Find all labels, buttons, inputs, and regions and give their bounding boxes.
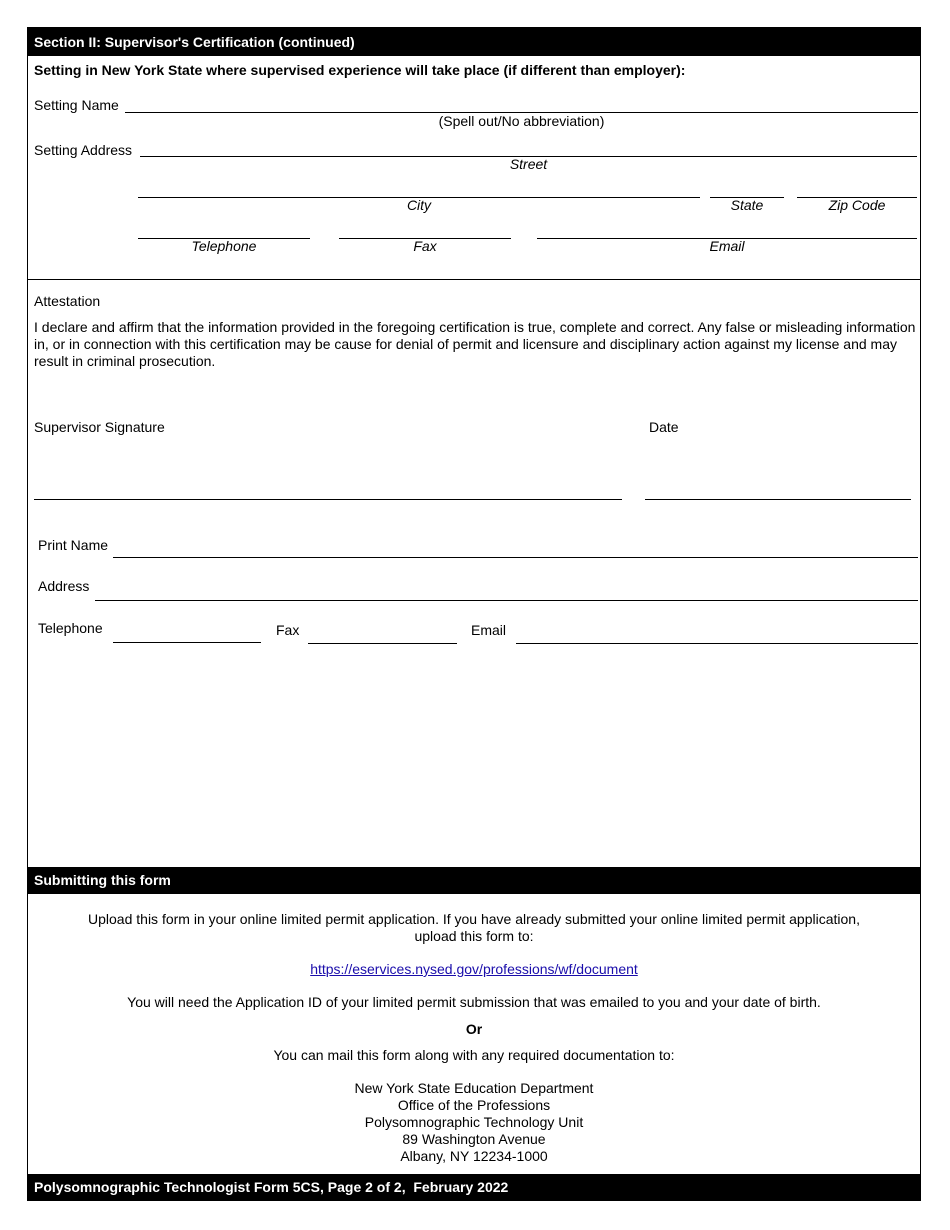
date-label: Date <box>649 419 679 435</box>
setting-name-label: Setting Name <box>34 97 119 113</box>
address-line: New York State Education Department <box>354 1080 594 1096</box>
fax-caption: Fax <box>413 238 437 254</box>
submitting-header <box>28 867 920 894</box>
submitting-header-text: Submitting this form <box>34 872 171 888</box>
state-caption: State <box>730 197 764 213</box>
telephone-caption: Telephone <box>191 238 257 254</box>
or-text: Or <box>465 1021 483 1037</box>
attestation-text: I declare and affirm that the information provided in the foregoing certification is true, complete and correct. Any false or misleading information in, or in connection with this certification may be cause for denial of permit and licensure and disciplinary action against my license and may result in criminal prosecution. <box>34 319 916 369</box>
email-label: Email <box>471 622 507 638</box>
telephone-field[interactable] <box>113 642 261 643</box>
footer-text: Polysomnographic Technologist Form 5CS, Page 2 of 2, February 2022 <box>34 1179 509 1195</box>
attestation-title: Attestation <box>34 293 101 309</box>
mail-instructions: You can mail this form along with any required documentation to: <box>273 1047 675 1063</box>
print-name-label: Print Name <box>38 537 109 553</box>
address-line: Office of the Professions <box>397 1097 551 1113</box>
section-header-text: Section II: Supervisor's Certification (continued) <box>34 34 355 50</box>
address-field[interactable] <box>95 600 918 601</box>
setting-address-label: Setting Address <box>34 142 133 158</box>
setting-heading: Setting in New York State where supervised experience will take place (if different than employer): <box>34 62 686 78</box>
fax-label: Fax <box>276 622 300 638</box>
street-caption: Street <box>509 156 548 172</box>
supervisor-signature-label: Supervisor Signature <box>34 419 165 435</box>
application-id-text: You will need the Application ID of your limited permit submission that was emailed to you and your date of birth. <box>127 994 821 1010</box>
address-line: Polysomnographic Technology Unit <box>364 1114 584 1130</box>
upload-instructions: Upload this form in your online limited permit application. If you have already submitted your online limited permit application, upload this form to: <box>88 911 860 944</box>
zip-caption: Zip Code <box>828 197 886 213</box>
section-header <box>28 28 920 56</box>
upload-link[interactable]: https://eservices.nysed.gov/professions/wf/document <box>310 961 638 977</box>
telephone-label: Telephone <box>38 620 103 636</box>
supervisor-signature-field[interactable] <box>34 499 622 500</box>
date-field[interactable] <box>645 499 911 500</box>
address-line: 89 Washington Avenue <box>402 1131 546 1147</box>
print-name-field[interactable] <box>113 557 918 558</box>
upload-link-row <box>28 961 920 977</box>
fax-field[interactable] <box>308 643 457 644</box>
section-divider <box>28 279 920 280</box>
email-field[interactable] <box>516 643 918 644</box>
address-label: Address <box>38 578 90 594</box>
setting-name-hint: (Spell out/No abbreviation) <box>438 113 605 129</box>
address-line: Albany, NY 12234-1000 <box>400 1148 548 1164</box>
mailing-address <box>28 1080 920 1165</box>
form-page <box>27 27 921 1201</box>
footer-bar <box>28 1174 920 1200</box>
email-caption: Email <box>709 238 745 254</box>
city-caption: City <box>406 197 432 213</box>
